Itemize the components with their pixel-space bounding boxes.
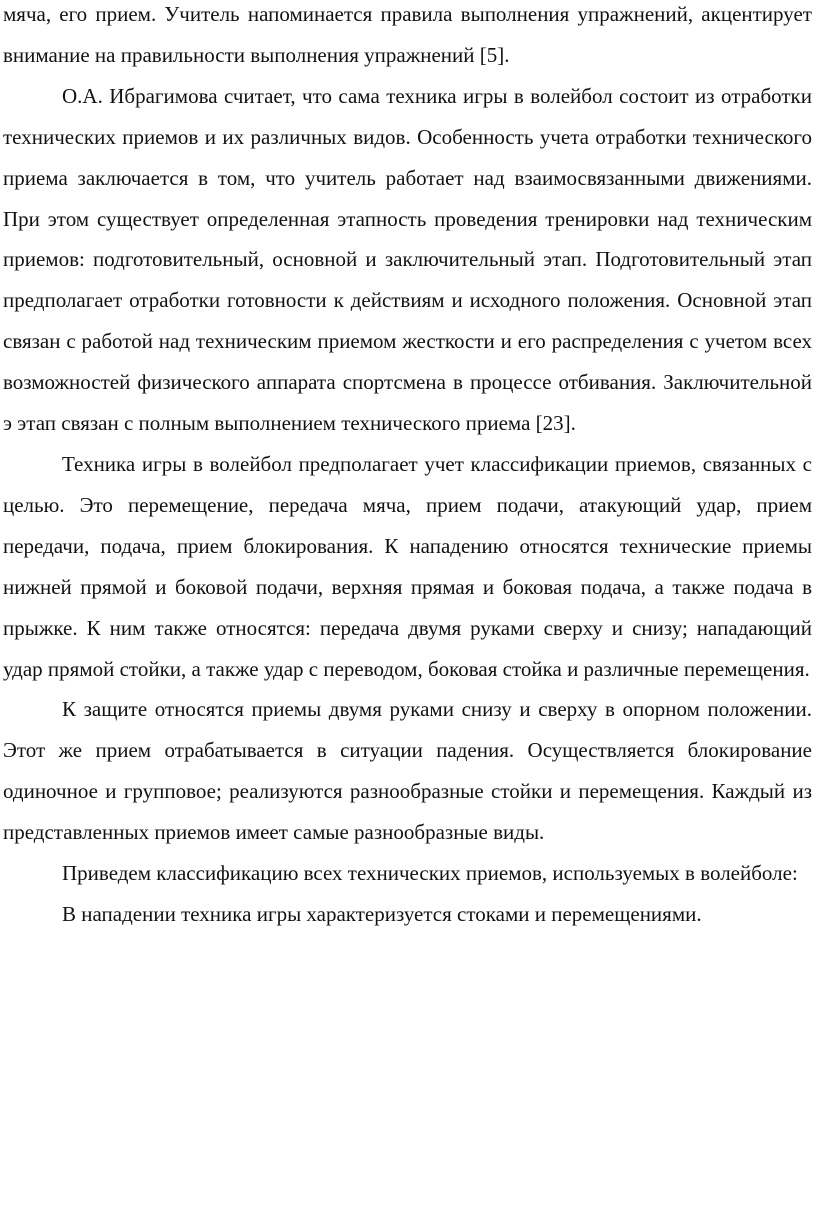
paragraph-technique-classification: Техника игры в волейбол предполагает учет классификации приемов, связанных с целью. Это перемещение, передача мяча, прием подачи, атакующий удар, прием передачи, подача, прием блокирования. К нападению относятся технические приемы нижней прямой и боковой подачи, верхняя прямая и боковая подача, а также подача в прыжке. К ним также относятся: передача двумя руками сверху и снизу; нападающий удар прямой стойки, а также удар с переводом, боковая стойка и различные перемещения.	[3, 451, 812, 681]
paragraph-defense: К защите относятся приемы двумя руками снизу и сверху в опорном положении. Этот же прием отрабатывается в ситуации падения. Осуществляется блокирование одиночное и групповое; реализуются разнообразные стойки и перемещения. Каждый из представленных приемов имеет самые разнообразные виды.	[3, 697, 812, 845]
paragraph-classification-intro: Приведем классификацию всех технических приемов, используемых в волейболе:	[62, 861, 798, 886]
paragraph-attack: В нападении техника игры характеризуется стоками и перемещениями.	[62, 901, 702, 926]
paragraph-ibragimova: О.А. Ибрагимова считает, что сама техника игры в волейбол состоит из отработки технических приемов и их различных видов. Особенность учета отработки технического приема заключается в том, что учитель работает над взаимосвязанными движениями. При этом существует определенная этапность проведения тренировки над техническим приемов: подготовительный, основной и заключительный этап. Подготовительный этап предполагает отработки готовности к действиям и исходного положения. Основной этап связан с работой над техническим приемом жесткости и его распределения с учетом всех возможностей физического аппарата спортсмена в процессе отбивания. Заключительной э этап связан с полным выполнением технического приема [23].	[3, 83, 812, 436]
paragraph-continued: мяча, его прием. Учитель напоминается правила выполнения упражнений, акцентирует внимание на правильности выполнения упражнений [5].	[3, 2, 812, 67]
